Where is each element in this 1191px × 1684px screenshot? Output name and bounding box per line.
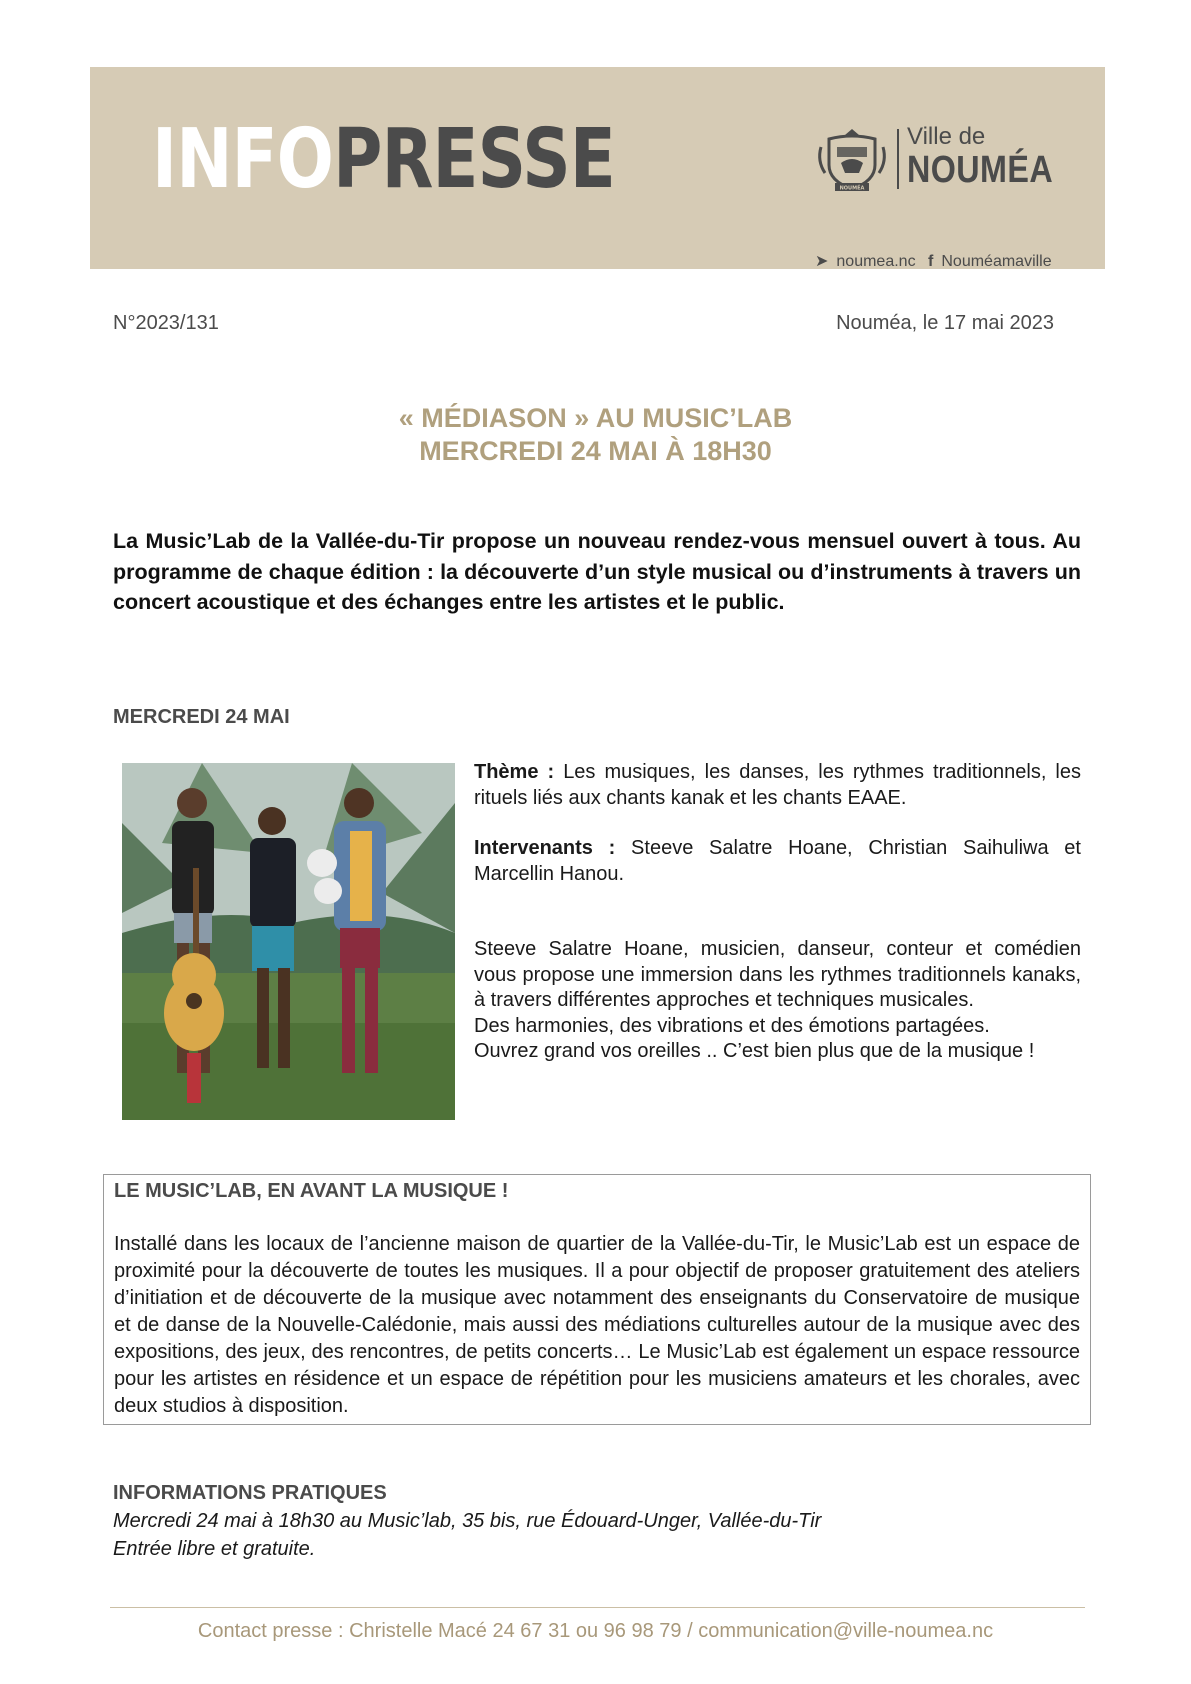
logo-ville-de: Ville de bbox=[907, 123, 986, 150]
box-title: LE MUSIC’LAB, EN AVANT LA MUSIQUE ! bbox=[114, 1180, 509, 1202]
practical-info-line-1: Mercredi 24 mai à 18h30 au Music’lab, 35 bis, rue Édouard-Unger, Vallée-du-Tir bbox=[113, 1510, 822, 1532]
website-link[interactable]: noumea.nc bbox=[836, 253, 916, 270]
crest-label: NOUMÉA bbox=[839, 185, 865, 192]
info-presse-logo bbox=[152, 112, 615, 207]
social-links bbox=[815, 251, 1060, 271]
theme-paragraph bbox=[474, 760, 1081, 811]
title-line-1: « MÉDIASON » AU MUSIC’LAB bbox=[398, 403, 793, 433]
title-line-2: MERCREDI 24 MAI À 18H30 bbox=[419, 436, 772, 466]
lede-paragraph: La Music’Lab de la Vallée-du-Tir propose un nouveau rendez-vous mensuel ouvert à tous. Au programme de chaque édition : la découverte d’un style musical ou d’instruments à travers un concert acoustique et des échanges entre les artistes et le public. bbox=[113, 529, 1081, 614]
header-banner bbox=[90, 67, 1105, 269]
logo-noumea: NOUMÉA bbox=[907, 149, 1054, 191]
speakers-paragraph bbox=[474, 836, 1081, 887]
practical-info-heading: INFORMATIONS PRATIQUES bbox=[113, 1482, 387, 1504]
press-release-number: N°2023/131 bbox=[113, 312, 219, 334]
box-text: Installé dans les locaux de l’ancienne maison de quartier de la Vallée-du-Tir, le Music’Lab est un espace de proximité pour la découverte de toutes les musiques. Il a pour objectif de proposer gratuitement des ateliers d’initiation et de découverte de la musique avec notamment des enseignants du Conservatoire de musique et de danse de la Nouvelle-Calédonie, mais aussi des médiations culturelles autour de la musique avec des expositions, des jeux, des rencontres, de petits concerts… Le Music’Lab est également un espace ressource pour les artistes en résidence et un espace de répétition pour les musiciens amateurs et les chorales, avec deux studios à disposition. bbox=[114, 1233, 1080, 1417]
city-crest-icon bbox=[815, 127, 889, 193]
musicians-photo-illustration bbox=[122, 763, 455, 1120]
event-date-heading: MERCREDI 24 MAI bbox=[113, 706, 290, 728]
music-lab-box bbox=[103, 1174, 1091, 1425]
description-paragraph: Steeve Salatre Hoane, musicien, danseur, conteur et comédien vous propose une immersion dans les rythmes traditionnels kanaks, à travers différentes approches et techniques musicales. bbox=[474, 938, 1081, 1011]
facebook-link[interactable]: Nouméamaville bbox=[941, 253, 1052, 270]
send-icon: ➤ bbox=[815, 253, 829, 270]
brand-part-info: INFO bbox=[152, 112, 334, 207]
speakers-label: Intervenants : bbox=[474, 837, 616, 859]
musicians-photo bbox=[122, 763, 455, 1120]
brand-part-presse: PRESSE bbox=[333, 112, 615, 207]
theme-label: Thème : bbox=[474, 761, 555, 783]
logo-divider bbox=[897, 129, 899, 189]
facebook-icon: f bbox=[928, 253, 934, 270]
press-contact: Contact presse : Christelle Macé 24 67 31 ou 96 98 79 / communication@ville-noumea.nc bbox=[197, 1620, 994, 1642]
place-and-date: Nouméa, le 17 mai 2023 bbox=[836, 312, 1054, 334]
event-details bbox=[474, 760, 1081, 1065]
footer-divider bbox=[110, 1607, 1085, 1608]
description-line-2: Des harmonies, des vibrations et des émotions partagées. bbox=[474, 1014, 990, 1037]
theme-text: Les musiques, les danses, les rythmes traditionnels, les rituels liés aux chants kanak et les chants EAAE. bbox=[474, 761, 1081, 809]
speakers-text: Steeve Salatre Hoane, Christian Saihuliwa et Marcellin Hanou. bbox=[474, 837, 1081, 885]
practical-info-line-2: Entrée libre et gratuite. bbox=[113, 1538, 316, 1560]
ville-de-noumea-logo bbox=[815, 123, 1055, 270]
description-line-3: Ouvrez grand vos oreilles .. C’est bien plus que de la musique ! bbox=[474, 1040, 1035, 1062]
press-title bbox=[0, 402, 1191, 468]
